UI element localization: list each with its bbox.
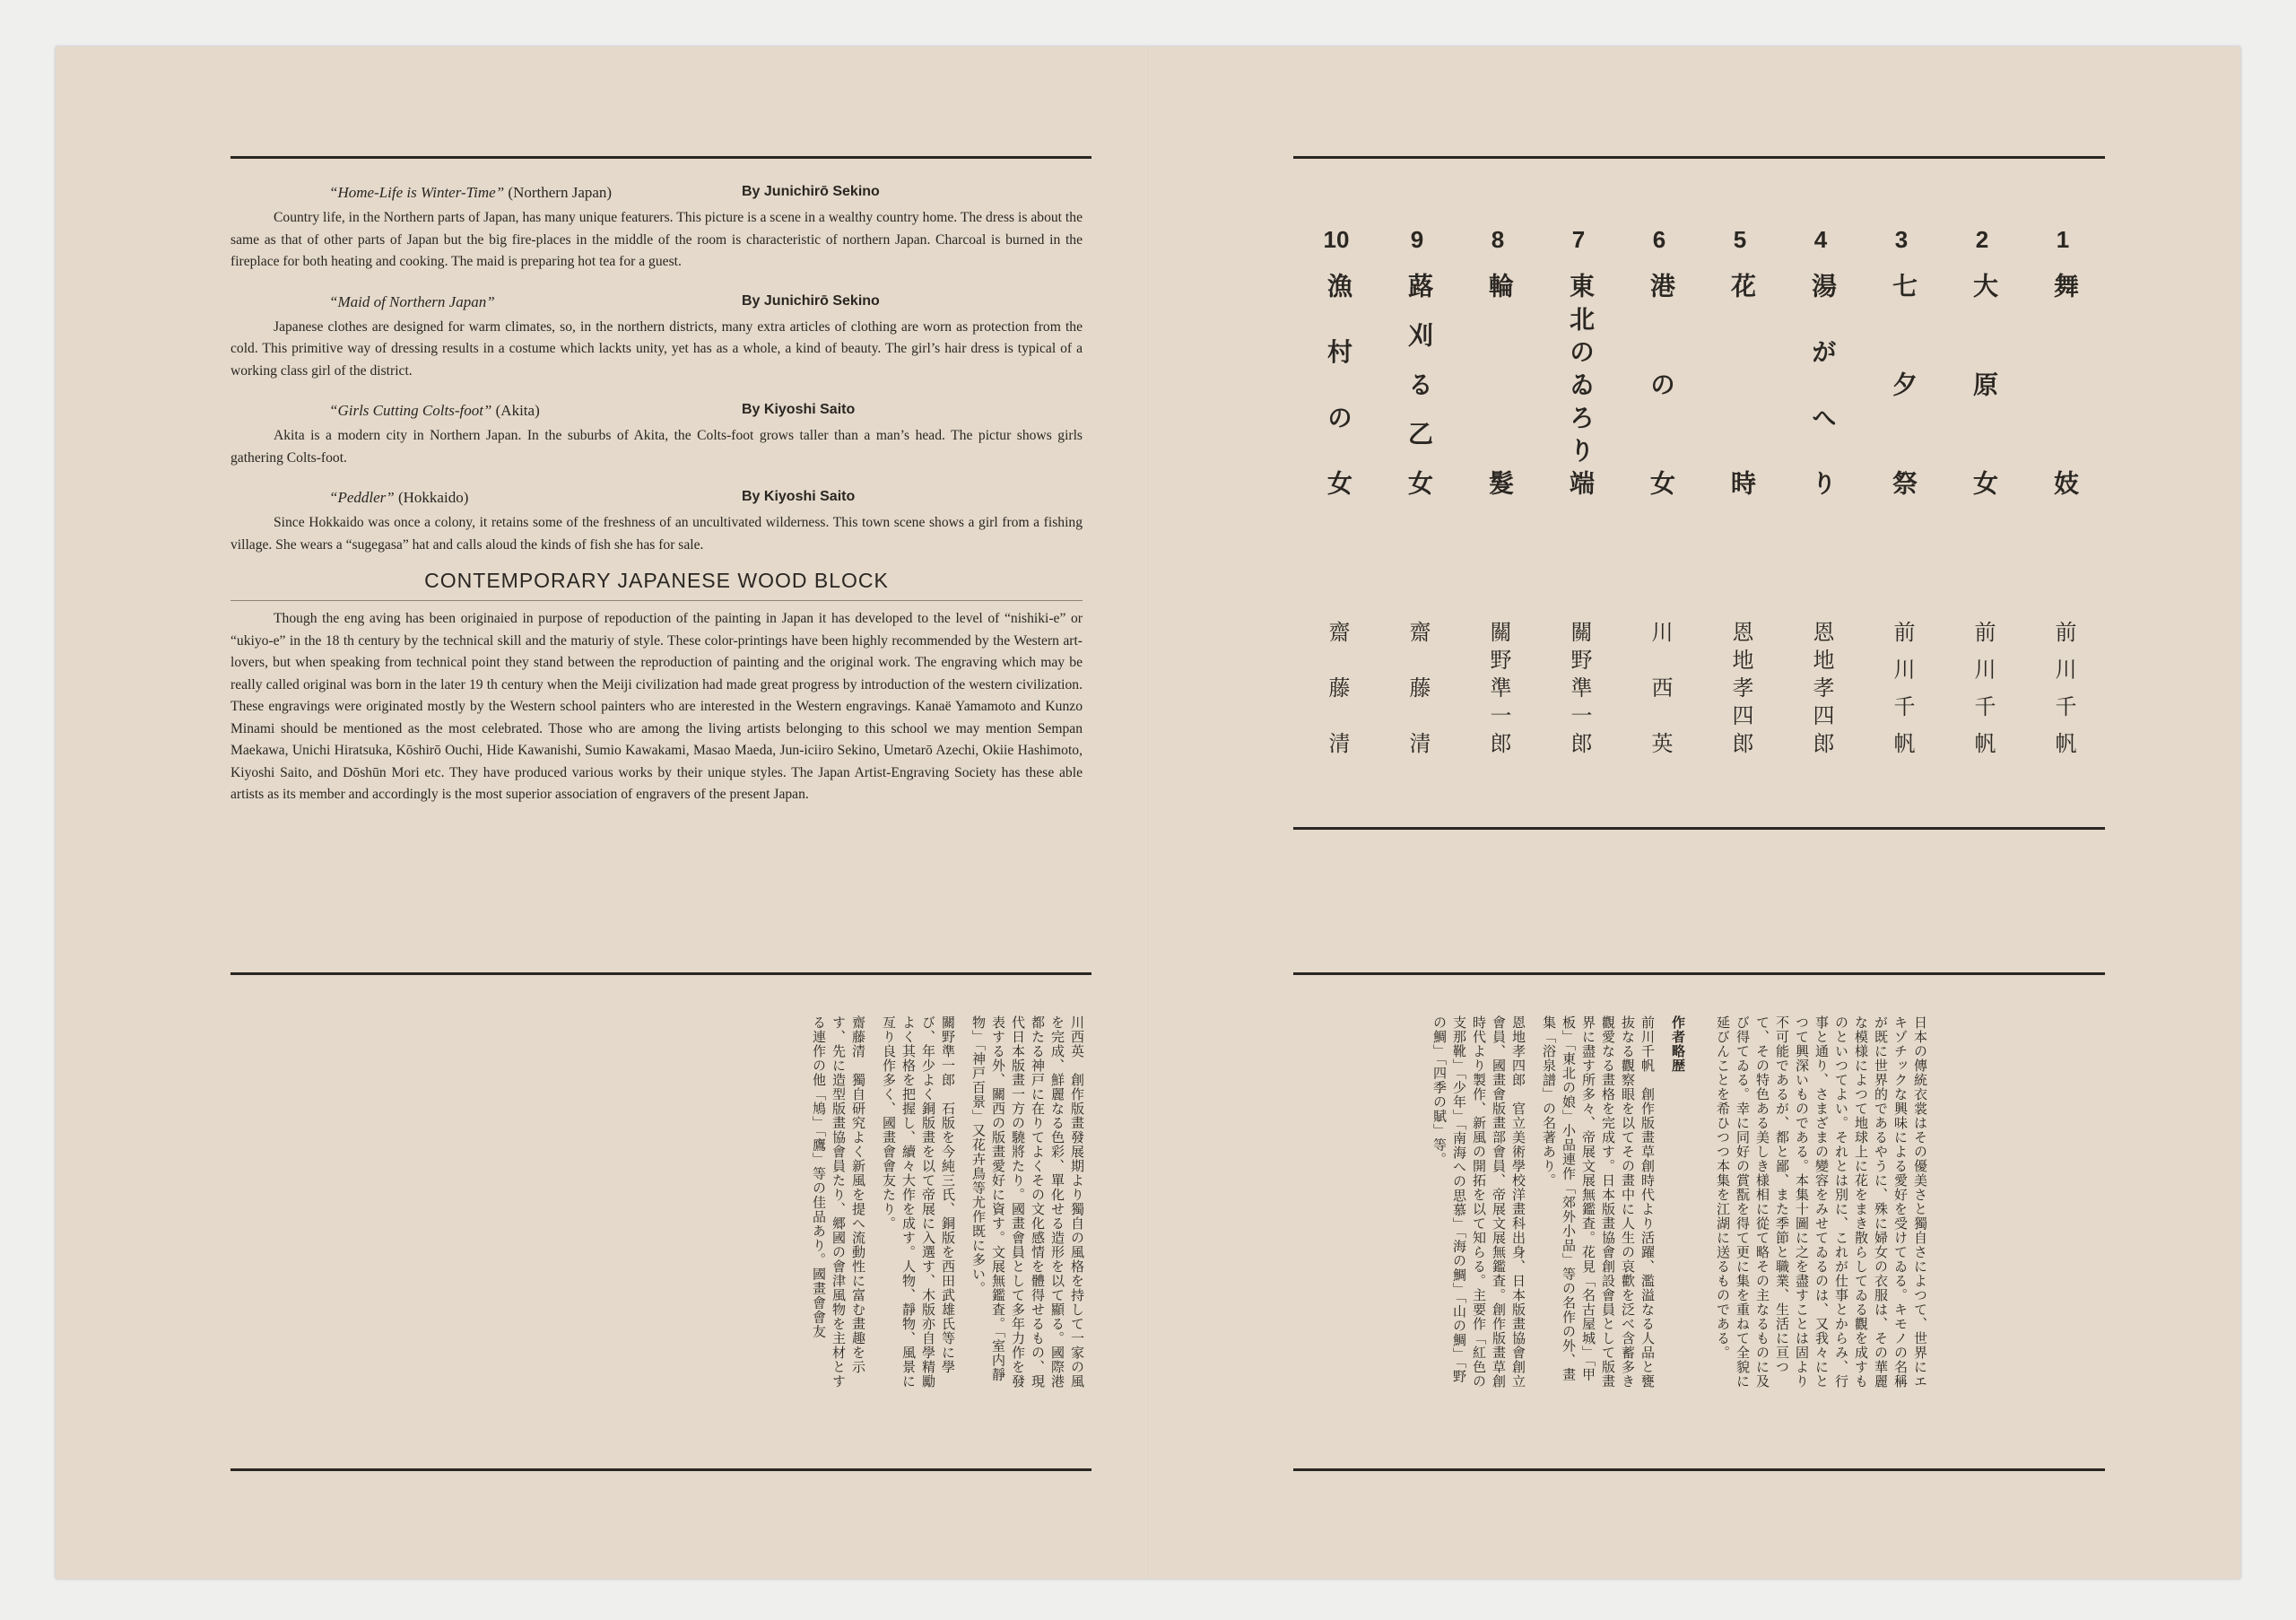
- item-number: 6: [1652, 226, 1666, 253]
- bio-entry: 恩地孝四郎 官立美術學校洋畫科出身、日本版畫協會創立會員、國畫會版畫部會員、帝展文展無鑑査。創作版畫草創時代より製作、新風の開拓を以て知らる。主要作「紅色の支那靴」「少年」「南海への思慕」「海の鯛」「山の鯛」「野の鯛」「四季の賦」等。: [1431, 1015, 1526, 1389]
- caption-3: [230, 395, 1083, 469]
- item-title: 大原女: [1970, 273, 1999, 497]
- contents-item: [1552, 226, 1605, 764]
- fold-line: [1148, 47, 1150, 1579]
- contents-item: [1794, 226, 1848, 764]
- item-number: 10: [1323, 226, 1350, 253]
- contents-item: [1309, 226, 1363, 764]
- contents-item: [1955, 226, 2009, 764]
- rule-right-bottom: [1293, 1468, 2105, 1471]
- caption-title: “Maid of Northern Japan”: [329, 292, 495, 310]
- item-number: 4: [1813, 226, 1828, 253]
- item-number: 7: [1571, 226, 1586, 253]
- item-number: 8: [1491, 226, 1505, 253]
- item-artist: 關野準一郎: [1567, 621, 1592, 755]
- item-number: 3: [1894, 226, 1909, 253]
- caption-text: Japanese clothes are designed for warm climates, so, in the northern districts, many extra articles of clothing are worn as protection from the cold. This primitive way of dressing results in a costume which lackts unity, yet has as a whole, a kind of beauty. The girl’s hair dress is typical of a working class girl of the district.: [230, 318, 1083, 379]
- item-artist: 川西英: [1648, 621, 1673, 755]
- caption-artist: By Junichirō Sekino: [742, 184, 880, 199]
- item-artist: 前川千帆: [1970, 621, 1996, 755]
- section-heading: CONTEMPORARY JAPANESE WOOD BLOCK: [230, 569, 1083, 601]
- contents-item: [1713, 226, 1767, 764]
- contents-item: [1632, 226, 1686, 764]
- item-title: 花時: [1727, 273, 1757, 497]
- caption-1: [230, 177, 1083, 274]
- item-title: 輪髮: [1485, 273, 1515, 497]
- bio-entry: 前川千帆 創作版畫草創時代より活躍、濫溢なる人品と甕抜なる觀察眼を以てその畫中に人生の哀歡を泛べ含蓄多き觀愛なる畫格を完成す。日本版畫協會創設會員として版畫界に盡す所多々、帝展文展無鑑査。花見「名古屋城」「甲板」「東北の娘」小品連作「郊外小品」等の名作の外、畫集「浴泉譜」の名著あり。: [1541, 1015, 1656, 1389]
- rule-right-mid: [1293, 827, 2105, 830]
- contents-item: [1390, 226, 1444, 764]
- item-artist: 齋藤清: [1325, 621, 1350, 755]
- item-title: 舞妓: [2050, 273, 2080, 497]
- item-title: 湯がへり: [1808, 273, 1838, 497]
- item-title: 漁村の女: [1324, 273, 1353, 497]
- item-title: 東北のゐろり端: [1566, 273, 1596, 497]
- item-number: 2: [1975, 226, 1989, 253]
- caption-text: Akita is a modern city in Northern Japan. In the suburbs of Akita, the Colts-foot grows taller than a man’s head. The pictur shows girls gathering Colts-foot.: [230, 428, 1083, 466]
- item-artist: 關野準一郎: [1486, 621, 1511, 755]
- folded-sheet: [56, 47, 2240, 1579]
- biographies-right: [1311, 1015, 1688, 1392]
- caption-artist: By Kiyoshi Saito: [742, 489, 856, 504]
- rule-right-top: [1293, 156, 2105, 159]
- item-title: 蕗刈る乙女: [1405, 273, 1434, 497]
- caption-artist: By Junichirō Sekino: [742, 292, 880, 309]
- item-title: 港の女: [1647, 273, 1676, 497]
- contents-item: [1471, 226, 1525, 764]
- caption-2: [230, 286, 1083, 383]
- item-number: 1: [2056, 226, 2070, 253]
- rule-right-mid2: [1293, 972, 2105, 975]
- item-artist: 恩地孝四郎: [1809, 621, 1834, 755]
- bio-entry: 齋藤清 獨自研究よく新風を提へ流動性に富む畫趣を示す、先に造型版畫協會員たり、郷國の會津風物を主材とする連作の他「鳩」「鷹」等の佳品あり。國畫會會友: [811, 1015, 866, 1389]
- caption-artist: By Kiyoshi Saito: [742, 402, 856, 417]
- item-number: 5: [1733, 226, 1747, 253]
- rule-left-bottom: [230, 1468, 1091, 1471]
- item-title: 七夕祭: [1889, 273, 1918, 497]
- item-artist: 齋藤清: [1405, 621, 1431, 755]
- caption-title: “Peddler” (Hokkaido): [329, 489, 469, 506]
- item-artist: 前川千帆: [2051, 621, 2076, 755]
- caption-title: “Girls Cutting Colts-foot” (Akita): [329, 402, 540, 419]
- caption-4: [230, 482, 1083, 556]
- rule-left-top: [230, 156, 1091, 159]
- contents-item: [2036, 226, 2090, 764]
- section-text: Though the eng aving has been originaied in purpose of repoduction of the painting in Japan it has developed to the level of “nishiki-e” or “ukiyo-e” in the 18 th century by the technical skill and the maturiy of style. These color-printings have been highly recommended by the Western art-lovers, but when speaking from technical point they stand between the reproduction of painting and the original work. The engraving which may be really called original was born in the later 19 th century when the Meiji civilization had made great progress by introduction of the western civilization. These engravings were originated mostly by the Western school painters who are interested in the Western engravings. Kanaë Yamamoto and Kunzo Minami should be mentioned as the most celebrated. Those who are among the living artists belonging to this school we may mention Sempan Maekawa, Unichi Hiratsuka, Kōshirō Ouchi, Hide Kawanishi, Sumio Kawakami, Masao Maeda, Jun-iciiro Sekino, Umetarō Azechi, Okiie Hashimoto, Kiyoshi Saito, and Dōshūn Mori etc. They have produced various works by their unique styles. The Japan Artist-Engraving Society has these able artists as its member and accordingly is the most superior association of engravers of the present Japan.: [230, 611, 1083, 802]
- english-column: [230, 177, 1083, 819]
- item-artist: 恩地孝四郎: [1728, 621, 1753, 755]
- bio-entry: 川西英 創作版畫發展期より獨自の風格を持して一家の風を完成、鮮麗なる色彩、單化せる造形を以て顯る。國際港都たる神戸に在りてよくその文化感情を體得せるもの、現代日本版畫一方の驍將たり。國畫會員として多年力作を發表する外、關西の版畫愛好に資す。文展無鑑査。「室内靜物」「神戸百景」又花卉鳥等尤作既に多い。: [970, 1015, 1085, 1389]
- intro-text: 日本の傳統衣裳はその優美さと獨自さによつて、世界にエキゾチックな興味による愛好を受けてゐる。キモノの名稱が既に世界的であるやうに、殊に婦女の衣服は、その華麗な模様によつて地球上に花をまき散らしてゐる觀を成すものといつてよい。それとは別に、これが仕事とからみ、行事と通り、さまざまの變容をみせてゐるのは、又我々にとつて興深いものである。本集十圖に之を盡すことは固より不可能であるが、都と鄙、また季節と職業、生活に亘つて、その特色ある美しき様相に從て略その主なるものに及び得てゐる。幸に同好の賞翫を得て更に集を重ねて全貌に延びんことを希ひつつ本集を江湖に送るものである。: [1715, 1015, 1928, 1389]
- bio-entry: 關野準一郎 石版を今純三氏、銅版を西田武雄氏等に學び、年少よく銅版畫を以て帝展に入選す、木版亦自學精勵よく其格を把握し、續々大作を成す。人物、靜物、風景に亙り良作多く、國畫會會友たり。: [881, 1015, 956, 1389]
- caption-text: Country life, in the Northern parts of Japan, has many unique featurers. This picture is a scene in a wealthy country home. The dress is about the same as that of other parts of Japan but the big fire-places in the middle of the room is characteristic of northern Japan. Charcoal is burned in the fireplace for both heating and cooking. The maid is preparing hot tea for a guest.: [230, 210, 1083, 269]
- rule-left-mid: [230, 972, 1091, 975]
- caption-title: “Home-Life is Winter-Time” (Northern Japan): [329, 184, 613, 201]
- caption-text: Since Hokkaido was once a colony, it retains some of the freshness of an uncultivated wilderness. This town scene shows a girl from a fishing village. She wears a “sugegasa” hat and calls aloud the kinds of fish she has for sale.: [230, 515, 1083, 553]
- biographies-left: [585, 1015, 1087, 1392]
- item-number: 9: [1410, 226, 1424, 253]
- contents-item: [1874, 226, 1928, 764]
- item-artist: 前川千帆: [1890, 621, 1915, 755]
- bios-heading: 作者略歴: [1670, 1015, 1686, 1073]
